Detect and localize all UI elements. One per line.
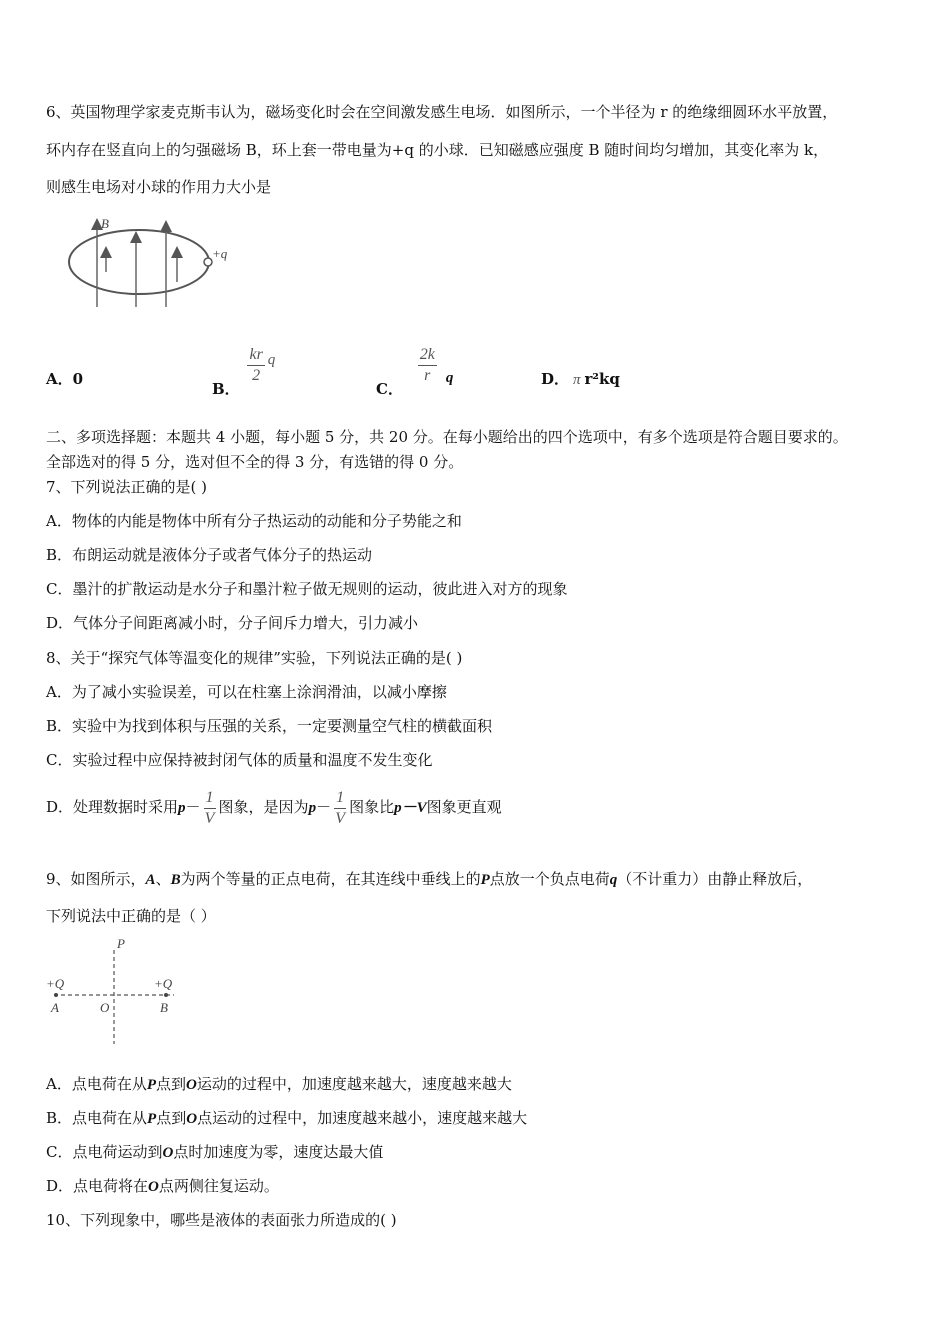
q6-stem-line2: 环内存在竖直向上的匀强磁场 B，环上套一带电量为+q 的小球．已知磁感应强度 B 随时间均匀增加，其变化率为 k，	[46, 141, 829, 159]
q6-stem-line1: 6、英国物理学家麦克斯韦认为，磁场变化时会在空间激发感生电场．如图所示，一个半径为 r 的绝缘细圆环水平放置，	[46, 103, 838, 121]
q6-stem-line3: 则感生电场对小球的作用力大小是	[46, 178, 272, 196]
option-letter: A．	[46, 370, 73, 388]
symbol-p: p	[178, 800, 186, 816]
symbol-p: P	[146, 1077, 157, 1093]
q7-option-a[interactable]: A．物体的内能是物体中所有分子热运动的动能和分子势能之和	[46, 512, 462, 530]
symbol-p: p	[308, 800, 317, 816]
symbol-q: q	[609, 872, 618, 888]
symbol-a: A	[145, 872, 156, 888]
section2-header-line2: 全部选对的得 5 分，选对但不全的得 3 分，有选错的得 0 分。	[46, 453, 464, 471]
fraction-2k-over-r	[418, 345, 437, 386]
charge-point-a	[54, 993, 58, 997]
symbol-p-v: p－V	[394, 800, 427, 816]
label-plus-Q-b: +Q	[154, 976, 173, 991]
label-P: P	[117, 936, 125, 951]
option-text: D．处理数据时采用	[46, 798, 179, 816]
ring-ellipse	[69, 230, 209, 294]
option-text: 图象，是因为	[218, 798, 309, 816]
option-text: 图象更直观	[426, 798, 502, 816]
fraction-denominator: V	[335, 809, 345, 827]
symbol-p: P	[480, 872, 490, 888]
symbol-o: O	[148, 1179, 159, 1195]
q6-option-b[interactable]	[212, 345, 276, 398]
option-tail: q	[267, 351, 276, 368]
pi-symbol: π	[573, 372, 581, 388]
q7-option-c[interactable]: C．墨汁的扩散运动是水分子和墨汁粒子做无规则的运动，彼此进入对方的现象	[46, 580, 568, 598]
option-letter: C．	[376, 379, 403, 398]
q8-option-d[interactable]	[46, 786, 502, 829]
q6-magnetic-ring-figure	[62, 212, 234, 324]
q8-stem: 8、关于“探究气体等温变化的规律”实验，下列说法正确的是( )	[46, 649, 463, 667]
charged-ball	[204, 258, 212, 266]
q7-stem: 7、下列说法正确的是( )	[46, 478, 208, 496]
label-plus-q: +q	[212, 246, 228, 261]
option-letter: D．	[541, 370, 570, 388]
option-letter: B．	[212, 379, 240, 398]
symbol-b: B	[170, 872, 181, 888]
fraction-numerator: 1	[334, 788, 346, 809]
q8-option-b[interactable]: B．实验中为找到体积与压强的关系，一定要测量空气柱的横截面积	[46, 717, 493, 735]
q9-option-a[interactable]: A．点电荷在从P点到O运动的过程中，加速度越来越大，速度越来越大	[46, 1075, 512, 1093]
option-text: r²kq	[584, 370, 620, 388]
q8-option-c[interactable]: C．实验过程中应保持被封闭气体的质量和温度不发生变化	[46, 751, 433, 769]
fraction-1-over-v	[334, 788, 346, 829]
option-tail: q	[445, 369, 454, 386]
label-B: B	[101, 216, 109, 231]
dash: －	[185, 798, 201, 816]
symbol-o: O	[186, 1111, 198, 1127]
fraction-numerator: kr	[247, 345, 264, 366]
section2-header-line1: 二、多项选择题：本题共 4 小题，每小题 5 分，共 20 分。在每小题给出的四个选项中，有多个选项是符合题目要求的。	[46, 428, 848, 446]
label-O: O	[100, 1000, 110, 1015]
symbol-o: O	[186, 1077, 197, 1093]
option-text: 0	[72, 370, 84, 388]
fraction-kr-over-2	[247, 345, 264, 386]
q6-option-c[interactable]	[376, 345, 454, 398]
label-plus-Q-a: +Q	[46, 976, 65, 991]
q6-option-a[interactable]	[46, 369, 83, 389]
fraction-denominator: 2	[252, 367, 261, 384]
q9-charges-figure	[44, 936, 184, 1046]
fraction-numerator: 1	[204, 788, 216, 809]
label-A: A	[51, 1000, 59, 1015]
dash: －	[316, 798, 332, 816]
q6-option-d[interactable]	[541, 369, 620, 390]
q7-option-b[interactable]: B．布朗运动就是液体分子或者气体分子的热运动	[46, 546, 373, 564]
fraction-denominator: r	[424, 367, 431, 384]
symbol-o: O	[162, 1145, 174, 1161]
fraction-numerator: 2k	[418, 345, 437, 366]
option-text: 图象比	[349, 798, 395, 816]
fraction-1-over-v	[204, 788, 216, 829]
charge-point-b	[164, 993, 168, 997]
q9-stem-line2: 下列说法中正确的是（ ）	[46, 907, 216, 925]
q9-option-b[interactable]: B．点电荷在从P点到O点运动的过程中，加速度越来越小，速度越来越大	[46, 1109, 528, 1127]
label-B: B	[160, 1000, 168, 1015]
q9-option-d[interactable]: D．点电荷将在O点两侧往复运动。	[46, 1177, 279, 1195]
symbol-p: P	[147, 1111, 157, 1127]
fraction-denominator: V	[204, 809, 215, 827]
q9-option-c[interactable]: C．点电荷运动到O点时加速度为零，速度达最大值	[46, 1143, 384, 1161]
q10-stem: 10、下列现象中，哪些是液体的表面张力所造成的( )	[46, 1211, 397, 1229]
q9-stem-line1: 9、如图所示，A、B为两个等量的正点电荷，在其连线中垂线上的P点放一个负点电荷q（不计重力）由静止释放后，	[46, 870, 813, 888]
q7-option-d[interactable]: D．气体分子间距离减小时，分子间斥力增大，引力减小	[46, 614, 419, 632]
q8-option-a[interactable]: A．为了减小实验误差，可以在柱塞上涂润滑油，以减小摩擦	[46, 683, 447, 701]
